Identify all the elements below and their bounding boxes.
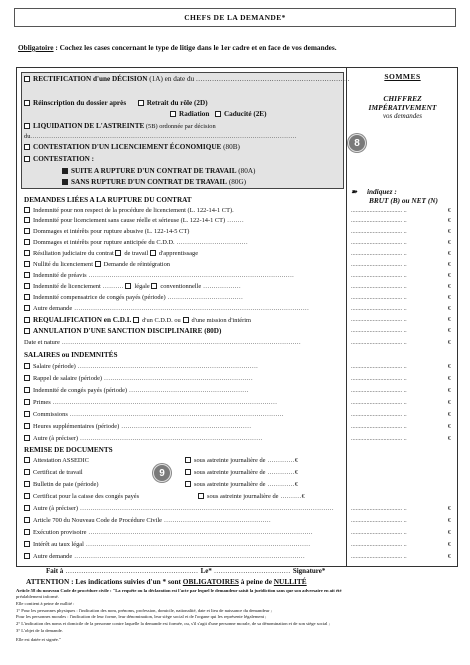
amount-field[interactable]: ................................. .. € [351,228,451,235]
interet-row: Intérêt au taux légal ........................................................................................................... [24,541,310,549]
euro-sign: € [447,553,451,560]
euro-sign: € [447,505,451,512]
reinscription-checkbox[interactable] [24,100,30,106]
euro-sign: € [447,217,451,224]
salaire-checkbox[interactable] [24,363,30,369]
rupture-checkbox[interactable] [24,261,30,267]
amount-field[interactable]: ................................. .. € [351,517,451,524]
euro-sign: € [447,423,451,430]
euro-sign: € [447,411,451,418]
rupture-checkbox[interactable] [24,217,30,223]
document-item: Bulletin de paie (période) [24,481,98,489]
euro-sign: € [447,228,451,235]
attention-notice: ATTENTION : Les indications suivies d'un * sont OBLIGATOIRES à peine de NULLITÉ [26,577,307,586]
amount-field[interactable]: ................................. .. € [351,387,451,394]
euro-sign: € [447,272,451,279]
amount-field[interactable]: ................................. .. € [351,411,451,418]
euro-sign: € [447,435,451,442]
contestation-licenciement-checkbox[interactable] [24,144,30,150]
document-checkbox[interactable] [24,505,30,511]
legal-text-line: Elle contient à peine de nullité : [16,601,75,606]
retrait-checkbox[interactable] [138,100,144,106]
suite-rupture-checkbox[interactable] [62,168,68,174]
astreinte-row: sous astreinte journalière de ..........€ [198,493,305,501]
suite-rupture-row: SUITE A RUPTURE D'UN CONTRAT DE TRAVAIL (80A) [62,167,255,175]
article-700-row: Article 700 du Nouveau Code de Procédure Civile ................................................... [24,517,271,525]
document-checkbox[interactable] [24,493,30,499]
sans-rupture-row: SANS RUPTURE D'UN CONTRAT DE TRAVAIL (80G) [62,178,246,186]
amount-field[interactable]: ................................. .. € [351,305,451,312]
euro-sign: € [447,294,451,301]
sans-rupture-checkbox[interactable] [62,179,68,185]
amount-field[interactable]: ................................. .. € [351,217,451,224]
brut-net-instruction: ➽ indiquez : BRUT (B) ou NET (N) [351,187,438,205]
astreinte-checkbox[interactable] [185,457,191,463]
rupture-item: Indemnité de licenciement .......... légale conventionnelle .................. [24,283,241,291]
rupture-item: Résiliation judiciaire du contrat de travail d'apprentissage [24,250,198,258]
amount-field[interactable]: ................................. .. € [351,423,451,430]
cdd-checkbox[interactable] [133,317,139,323]
euro-sign: € [447,250,451,257]
salaire-checkbox[interactable] [24,435,30,441]
euro-sign: € [447,363,451,370]
amount-field[interactable]: ................................. .. € [351,339,451,346]
euro-sign: € [447,239,451,246]
rupture-item: Autre demande ................................................................................................................ [24,305,309,313]
amount-field[interactable]: ................................. .. € [351,399,451,406]
execution-checkbox[interactable] [24,529,30,535]
astreinte-row: sous astreinte journalière de .............€ [185,457,298,465]
rupture-item: Indemnité pour licenciement sans cause réelle et sérieuse (L. 122-14-1 CT) ........ [24,217,244,225]
salaire-item: Indemnité de congés payés (période) ......................................................... [24,387,249,395]
interet-checkbox[interactable] [24,541,30,547]
rupture-checkbox[interactable] [24,305,30,311]
legal-text-line: 3° L'objet de la demande. [16,628,63,633]
euro-sign: € [447,316,451,323]
salaire-item: Rappel de salaire (période) ....................................................................... [24,375,253,383]
astreinte-row: sous astreinte journalière de .............€ [185,469,298,477]
rupture-item: Dommages et intérêts pour rupture abusive (L. 122-14-5 CT) [24,228,189,236]
legal-text-line: Article 58 du nouveau Code de procédure civile : "La requête ou la déclaration est l'acte par lequel le demandeur saisit la juridiction sans que son adversaire en ait été [16,588,342,593]
legal-text-line: préalablement informé. [16,594,59,599]
amount-field[interactable]: ................................. .. € [351,272,451,279]
euro-sign: € [447,327,451,334]
legal-text-line: Elle est datée et signée." [16,637,61,642]
amount-field[interactable]: ................................. .. € [351,261,451,268]
step-9-badge: 9 [153,464,171,482]
amount-field[interactable]: ................................. .. € [351,505,451,512]
rupture-checkbox[interactable] [24,228,30,234]
amount-field[interactable]: ................................. .. € [351,435,451,442]
rupture-checkbox[interactable] [24,272,30,278]
salaire-item: Commissions ...................................................................................................... [24,411,284,419]
salaire-checkbox[interactable] [24,375,30,381]
amount-field[interactable]: ................................. .. € [351,553,451,560]
euro-sign: € [447,529,451,536]
rupture-item: Nullité du licenciement Demande de réintégration [24,261,170,269]
salaire-checkbox[interactable] [24,411,30,417]
document-checkbox[interactable] [24,469,30,475]
arrow-icon: ➽ [351,187,358,196]
amount-field[interactable]: ................................. .. € [351,363,451,370]
article-700-checkbox[interactable] [24,517,30,523]
rupture-item: Indemnité compensatrice de congés payés (période) .................................... [24,294,243,302]
legal-text-line: 1° Pour les personnes physiques : l'indication des nom, prénoms, profession, domicile, nationalité, date et lieu de naissance du demandeur ; [16,608,272,613]
autre-demande-row: Autre demande .............................................................................................................. [24,553,305,561]
rupture-item: Indemnité de préavis .................................................................................................. [24,272,294,280]
documents-heading: REMISE DE DOCUMENTS [24,446,113,454]
euro-sign: € [447,283,451,290]
euro-sign: € [447,261,451,268]
salaire-item: Autre (à préciser) ....................................................................................... [24,435,263,443]
requalification-row: REQUALIFICATION en C.D.I. d'un C.D.D. ou d'une mission d'intérim [24,316,251,325]
euro-sign: € [447,517,451,524]
euro-sign: € [447,339,451,346]
euro-sign: € [447,305,451,312]
legale-checkbox[interactable] [125,283,131,289]
legal-text-line: 2° L'indication des noms et domicile de la personne contre laquelle la demande est formée, ou, s'il s'agit d'une personne morale, de sa dénomination et de son siège social ; [16,621,330,626]
legal-text-line: Pour les personnes morales : l'indication de leur forme, leur dénomination, leur siège social et de l'organe qui les représente légalement ; [16,614,267,619]
annulation-date-row: Date et nature .................................................................................................................. [24,339,302,346]
liquidation-checkbox[interactable] [24,123,30,129]
amount-field[interactable]: ................................. .. € [351,294,451,301]
document-checkbox[interactable] [24,481,30,487]
euro-sign: € [447,399,451,406]
amount-field[interactable]: ................................. .. € [351,327,451,334]
rupture-item: Dommages et intérêts pour rupture anticipée du C.D.D. .................................. [24,239,248,247]
caducite-checkbox[interactable] [215,111,221,117]
annulation-row: ANNULATION D'UNE SANCTION DISCIPLINAIRE (80D) [24,327,221,335]
salaire-item: Heures supplémentaires (période) .............................................................. [24,423,251,431]
execution-row: Exécution provisoire ........................................................................................................... [24,529,313,537]
form-title: CHEFS DE LA DEMANDE* [14,8,456,27]
amount-field[interactable]: ................................. .. € [351,375,451,382]
salaire-checkbox[interactable] [24,399,30,405]
annulation-checkbox[interactable] [24,328,30,334]
travail-checkbox[interactable] [115,250,121,256]
rupture-item: Indemnité pour non respect de la procédure de licenciement (L. 122-14-1 CT). [24,207,234,215]
apprentissage-checkbox[interactable] [150,250,156,256]
euro-sign: € [447,387,451,394]
reinscription-row: Réinscription du dossier après Retrait du rôle (2D) [24,99,208,108]
instruction-text: Obligatoire : Cochez les cases concernant le type de litige dans le 1er cadre et en face de vos demandes. [18,43,337,52]
rupture-checkbox[interactable] [24,207,30,213]
amount-field[interactable]: ................................. .. € [351,541,451,548]
contestation-licenciement-row: CONTESTATION D'UN LICENCIEMENT ÉCONOMIQUE (80B) [24,143,240,151]
euro-sign: € [447,541,451,548]
rectification-row: RECTIFICATION d'une DÉCISION (1A) en date du ................................................................... [24,75,350,83]
amount-field[interactable]: ................................. .. € [351,239,451,246]
autre-demande-checkbox[interactable] [24,553,30,559]
requalification-checkbox[interactable] [24,317,30,323]
rupture-heading: DEMANDES LIÉES A LA RUPTURE DU CONTRAT [24,196,192,204]
astreinte-checkbox[interactable] [185,469,191,475]
rupture-checkbox[interactable] [24,250,30,256]
amount-field[interactable]: ................................. .. € [351,250,451,257]
rupture-checkbox[interactable] [24,239,30,245]
amount-field[interactable]: ................................. .. € [351,529,451,536]
rupture-checkbox[interactable] [24,294,30,300]
euro-sign: € [447,375,451,382]
signature-row: Fait à ........................................................... Le* .................................. Signature* [46,567,326,575]
contestation-checkbox[interactable] [24,156,30,162]
liquidation-row: LIQUIDATION DE L'ASTREINTE (5B) ordonnée par décision [24,122,216,131]
euro-sign: € [447,207,451,214]
document-item: Certificat pour la caisse des congés payés [24,493,139,501]
reintegration-checkbox[interactable] [95,261,101,267]
astreinte-row: sous astreinte journalière de .............€ [185,481,298,489]
contestation-row: CONTESTATION : [24,155,94,163]
rupture-checkbox[interactable] [24,283,30,289]
interim-checkbox[interactable] [183,317,189,323]
radiation-row: Radiation Caducité (2E) [170,110,267,119]
conventionnelle-checkbox[interactable] [151,283,157,289]
step-8-badge: 8 [348,134,366,152]
liquidation-date-row: du............................................................................................................................... [24,133,297,140]
amount-field[interactable]: ................................. .. € [351,207,451,214]
document-checkbox[interactable] [24,457,30,463]
column-divider [346,67,347,567]
amount-field[interactable]: ................................. .. € [351,316,451,323]
salaires-heading: SALAIRES ou INDEMNITÉS [24,351,118,359]
salaire-item: Primes ........................................................................................................... [24,399,277,407]
astreinte-checkbox[interactable] [198,493,204,499]
salaire-item: Salaire (période) ...................................................................................... [24,363,258,371]
sommes-header: SOMMES CHIFFREZ IMPÉRATIVEMENT vos demandes [368,72,437,120]
document-item: Certificat de travail [24,469,83,477]
document-item: Attestation ASSEDIC [24,457,89,465]
radiation-checkbox[interactable] [170,111,176,117]
astreinte-checkbox[interactable] [185,481,191,487]
rectification-checkbox[interactable] [24,76,30,82]
amount-field[interactable]: ................................. .. € [351,283,451,290]
document-item: Autre (à préciser) ......................................................................................................................... [24,505,334,513]
salaire-checkbox[interactable] [24,423,30,429]
salaire-checkbox[interactable] [24,387,30,393]
